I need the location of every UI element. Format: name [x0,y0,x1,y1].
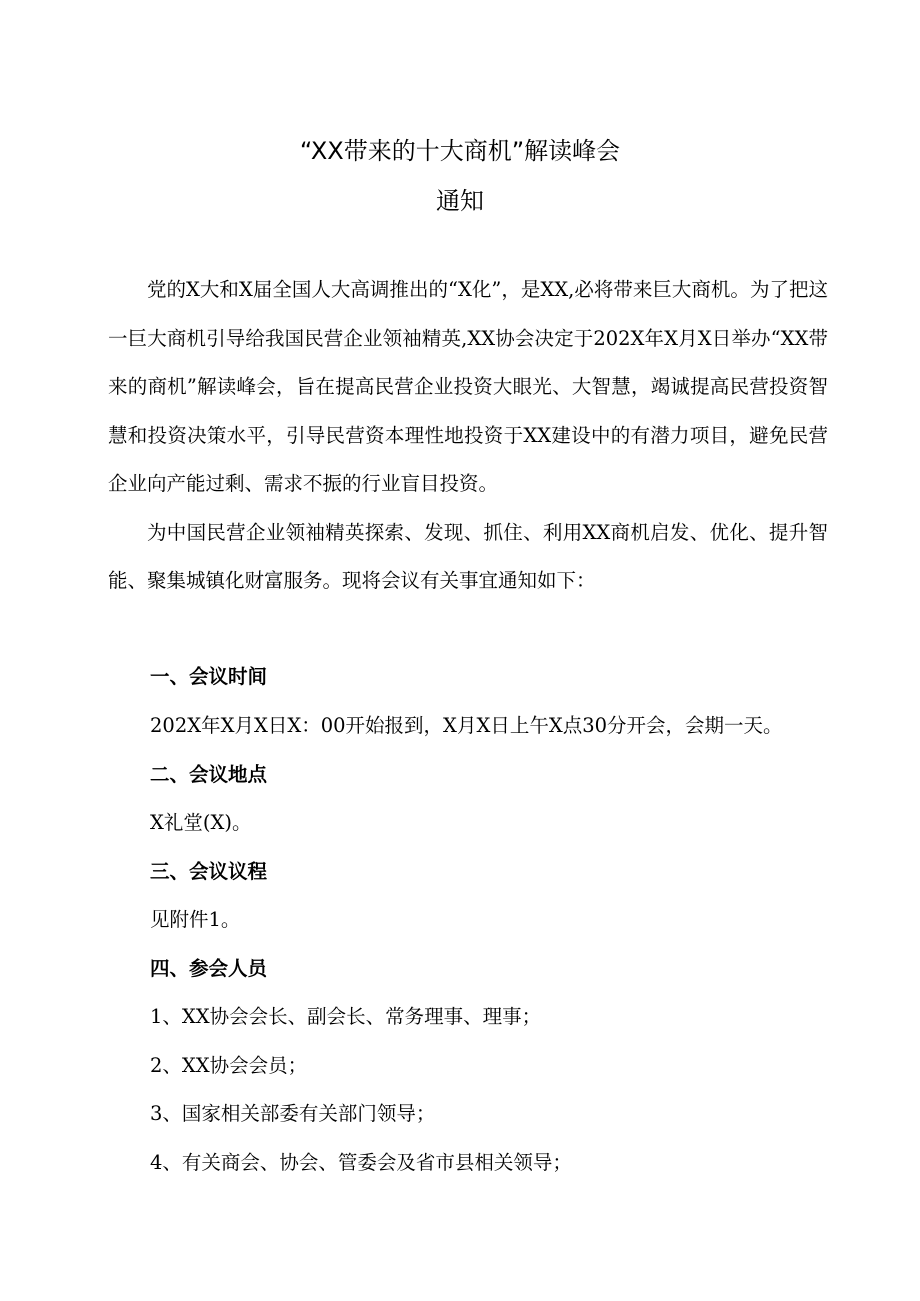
document-title: “XX带来的十大商机”解读峰会 [299,137,621,165]
section-content-agenda: 见附件1。 [150,908,241,931]
list-item: 3、国家相关部委有关部门领导； [150,1102,436,1125]
section-heading-time: 一、会议时间 [150,665,268,688]
section-content-location: X礼堂(X)。 [150,811,252,834]
list-item: 4、有关商会、协会、管委会及省市县相关领导； [150,1151,572,1174]
section-content-time: 202X年X月X日X：00开始报到，X月X日上午X点30分开会，会期一天。 [150,714,783,737]
section-heading-location: 二、会议地点 [150,763,268,786]
section-heading-attendees: 四、参会人员 [150,957,268,980]
list-item: 1、XX协会会长、副会长、常务理事、理事； [150,1005,542,1028]
section-heading-agenda: 三、会议议程 [150,860,268,883]
paragraph-intro: 党的X大和X届全国人大高调推出的“X化”，是XX,必将带来巨大商机。为了把这一巨大商机引导给我国民营企业领袖精英,XX协会决定于202X年X月X日举办“XX带来的商机”解读峰会，旨在提高民营企业投资大眼光、大智慧，竭诚提高民营投资智慧和投资决策水平，引导民营资本理性地投资于XX建设中的有潜力项目，避免民营企业向产能过剩、需求不振的行业盲目投资。 [108,278,828,495]
list-item: 2、XX协会会员； [150,1054,308,1077]
paragraph-purpose: 为中国民营企业领袖精英探索、发现、抓住、利用XX商机启发、优化、提升智能、聚集城镇化财富服务。现将会议有关事宜通知如下： [108,520,828,592]
body-paragraphs [108,266,828,606]
document-subtitle: 通知 [436,187,484,215]
